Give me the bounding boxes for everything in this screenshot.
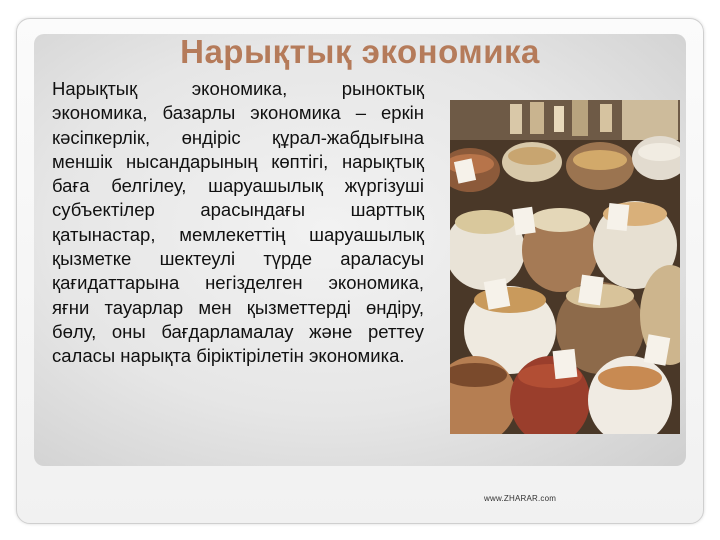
market-sacks-photo bbox=[450, 100, 680, 434]
slide-title: Нарықтық экономика bbox=[180, 33, 540, 70]
slide-body-text: Нарықтық экономика, рыноктық экономика, базарлы экономика – еркін кәсіпкерлік, өндіріс құрал-жабдығына меншік нысандарының көптігі, нарықтық баға белгілеу, шаруашылық жүргізуші субъектілер арасындағы шарттық қатынастар, мемлекеттің шаруашылық қызметке шектеулі түрде араласуы қағидаттарына негізделген экономика, яғни тауарлар мен қызметтерді өндіру, бөлу, оны бағдарламалау және реттеу саласы нарықта біріктірілетін экономика. bbox=[52, 78, 424, 367]
market-sacks-illustration bbox=[450, 100, 680, 434]
website-footer: www.ZHARAR.com bbox=[484, 494, 557, 503]
